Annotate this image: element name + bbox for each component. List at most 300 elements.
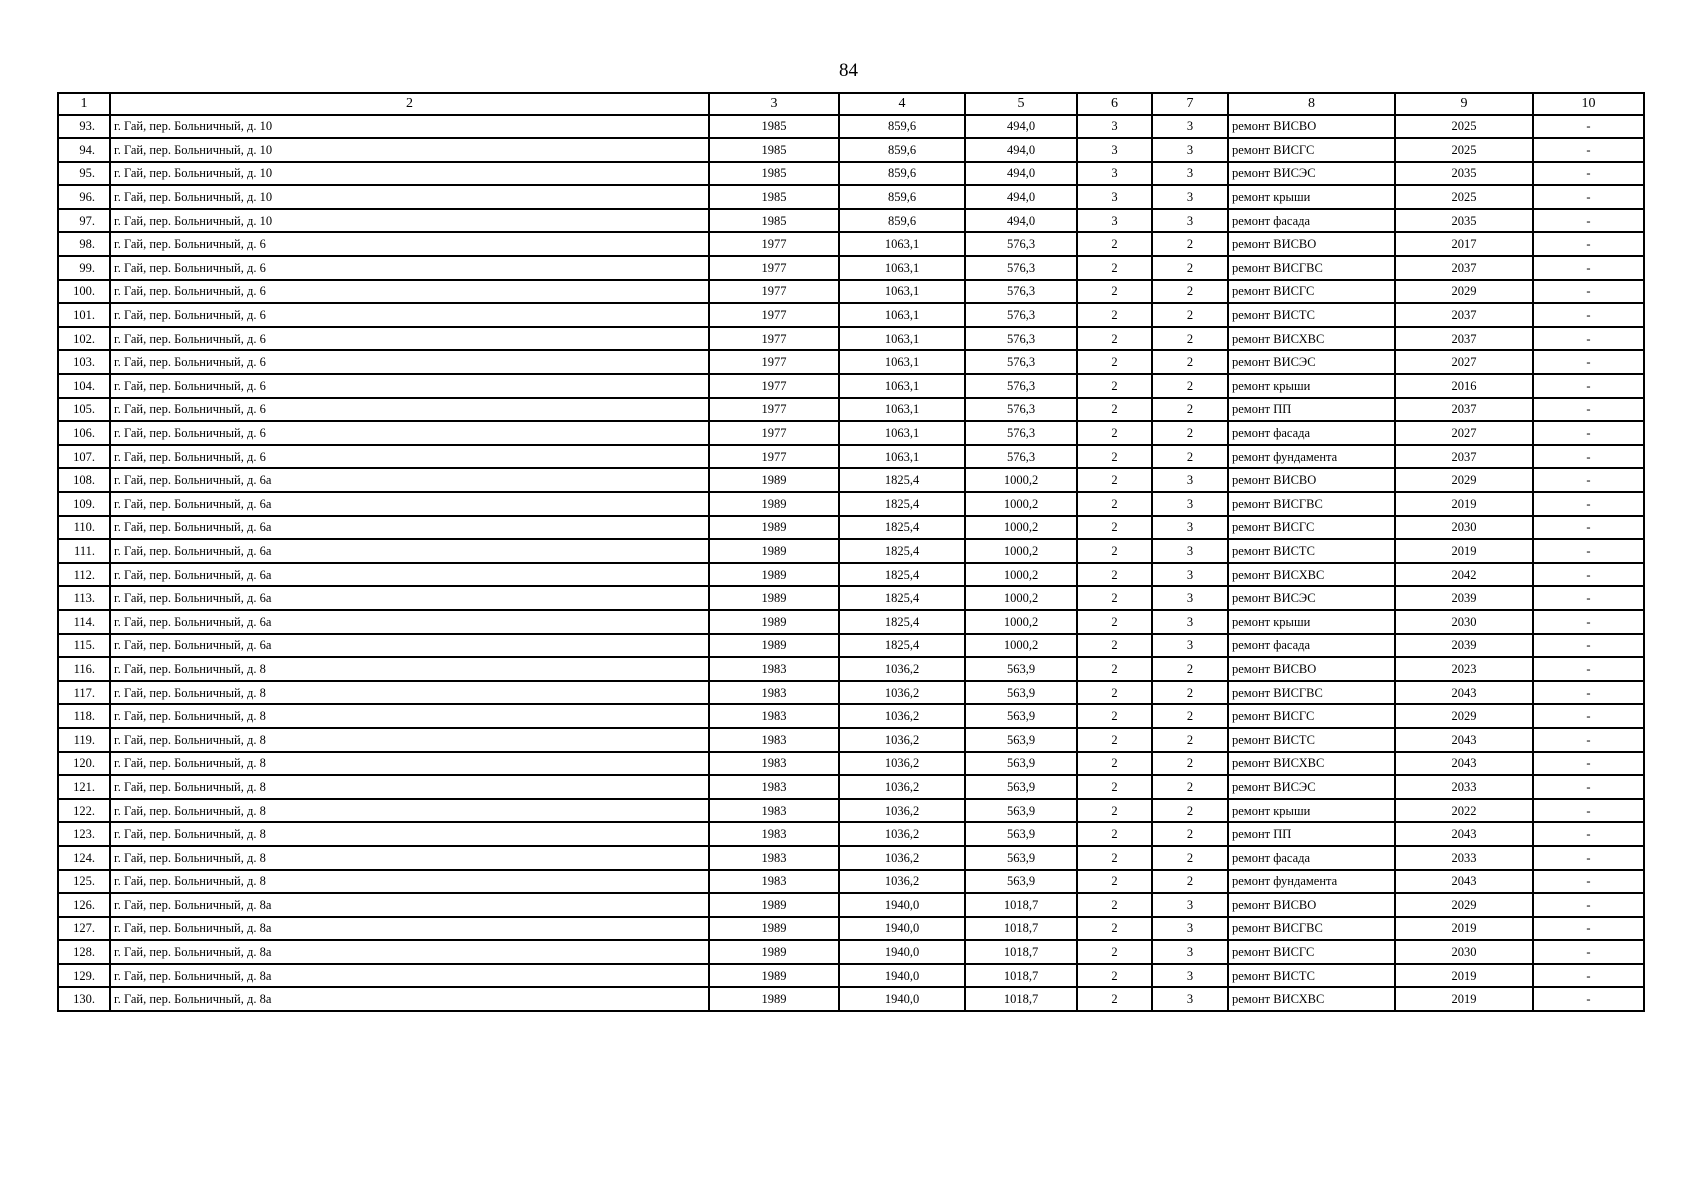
table-row bbox=[58, 610, 1644, 634]
address-cell: г. Гай, пер. Больничный, д. 10 bbox=[110, 209, 709, 233]
floors-cell: 2 bbox=[1077, 232, 1152, 256]
table-row bbox=[58, 256, 1644, 280]
note-cell: - bbox=[1533, 987, 1644, 1011]
year-cell: 1989 bbox=[709, 610, 839, 634]
floors-cell: 3 bbox=[1077, 138, 1152, 162]
year-cell: 1977 bbox=[709, 421, 839, 445]
year-cell: 1989 bbox=[709, 563, 839, 587]
year-cell: 1983 bbox=[709, 822, 839, 846]
address-cell: г. Гай, пер. Больничный, д. 8а bbox=[110, 940, 709, 964]
entrances-cell: 3 bbox=[1152, 185, 1228, 209]
living-area-cell: 494,0 bbox=[965, 115, 1077, 139]
note-cell: - bbox=[1533, 704, 1644, 728]
row-number-cell: 96. bbox=[58, 185, 110, 209]
planned-year-cell: 2030 bbox=[1395, 516, 1533, 540]
work-type-cell: ремонт ВИСГС bbox=[1228, 704, 1395, 728]
address-cell: г. Гай, пер. Больничный, д. 6а bbox=[110, 468, 709, 492]
planned-year-cell: 2039 bbox=[1395, 586, 1533, 610]
living-area-cell: 576,3 bbox=[965, 350, 1077, 374]
living-area-cell: 494,0 bbox=[965, 162, 1077, 186]
table-row bbox=[58, 162, 1644, 186]
note-cell: - bbox=[1533, 964, 1644, 988]
floors-cell: 2 bbox=[1077, 964, 1152, 988]
entrances-cell: 3 bbox=[1152, 586, 1228, 610]
floors-cell: 2 bbox=[1077, 563, 1152, 587]
column-header: 10 bbox=[1533, 93, 1644, 115]
living-area-cell: 563,9 bbox=[965, 775, 1077, 799]
planned-year-cell: 2016 bbox=[1395, 374, 1533, 398]
row-number-cell: 94. bbox=[58, 138, 110, 162]
column-header: 4 bbox=[839, 93, 965, 115]
entrances-cell: 2 bbox=[1152, 303, 1228, 327]
note-cell: - bbox=[1533, 870, 1644, 894]
living-area-cell: 563,9 bbox=[965, 681, 1077, 705]
floors-cell: 2 bbox=[1077, 940, 1152, 964]
table-row bbox=[58, 822, 1644, 846]
row-number-cell: 124. bbox=[58, 846, 110, 870]
row-number-cell: 119. bbox=[58, 728, 110, 752]
address-cell: г. Гай, пер. Больничный, д. 6 bbox=[110, 421, 709, 445]
year-cell: 1983 bbox=[709, 728, 839, 752]
living-area-cell: 1000,2 bbox=[965, 539, 1077, 563]
entrances-cell: 2 bbox=[1152, 822, 1228, 846]
address-cell: г. Гай, пер. Больничный, д. 8а bbox=[110, 964, 709, 988]
column-header: 9 bbox=[1395, 93, 1533, 115]
address-cell: г. Гай, пер. Больничный, д. 8 bbox=[110, 752, 709, 776]
row-number-cell: 102. bbox=[58, 327, 110, 351]
note-cell: - bbox=[1533, 327, 1644, 351]
table-row bbox=[58, 752, 1644, 776]
total-area-cell: 859,6 bbox=[839, 209, 965, 233]
work-type-cell: ремонт фундамента bbox=[1228, 870, 1395, 894]
floors-cell: 2 bbox=[1077, 468, 1152, 492]
year-cell: 1985 bbox=[709, 162, 839, 186]
row-number-cell: 128. bbox=[58, 940, 110, 964]
living-area-cell: 563,9 bbox=[965, 752, 1077, 776]
row-number-cell: 97. bbox=[58, 209, 110, 233]
table-row bbox=[58, 232, 1644, 256]
entrances-cell: 2 bbox=[1152, 728, 1228, 752]
planned-year-cell: 2030 bbox=[1395, 940, 1533, 964]
note-cell: - bbox=[1533, 846, 1644, 870]
row-number-cell: 104. bbox=[58, 374, 110, 398]
total-area-cell: 1940,0 bbox=[839, 893, 965, 917]
planned-year-cell: 2033 bbox=[1395, 775, 1533, 799]
table-row bbox=[58, 492, 1644, 516]
note-cell: - bbox=[1533, 634, 1644, 658]
total-area-cell: 1036,2 bbox=[839, 657, 965, 681]
total-area-cell: 1036,2 bbox=[839, 681, 965, 705]
work-type-cell: ремонт ВИСХВС bbox=[1228, 563, 1395, 587]
floors-cell: 2 bbox=[1077, 256, 1152, 280]
table-row bbox=[58, 846, 1644, 870]
address-cell: г. Гай, пер. Больничный, д. 6а bbox=[110, 516, 709, 540]
planned-year-cell: 2043 bbox=[1395, 870, 1533, 894]
living-area-cell: 1018,7 bbox=[965, 964, 1077, 988]
table-row bbox=[58, 209, 1644, 233]
note-cell: - bbox=[1533, 350, 1644, 374]
living-area-cell: 1000,2 bbox=[965, 516, 1077, 540]
work-type-cell: ремонт фасада bbox=[1228, 846, 1395, 870]
living-area-cell: 563,9 bbox=[965, 704, 1077, 728]
floors-cell: 3 bbox=[1077, 185, 1152, 209]
floors-cell: 2 bbox=[1077, 657, 1152, 681]
planned-year-cell: 2019 bbox=[1395, 917, 1533, 941]
floors-cell: 2 bbox=[1077, 421, 1152, 445]
floors-cell: 3 bbox=[1077, 115, 1152, 139]
address-cell: г. Гай, пер. Больничный, д. 8 bbox=[110, 846, 709, 870]
total-area-cell: 1940,0 bbox=[839, 917, 965, 941]
floors-cell: 2 bbox=[1077, 303, 1152, 327]
work-type-cell: ремонт ВИСХВС bbox=[1228, 327, 1395, 351]
address-cell: г. Гай, пер. Больничный, д. 8 bbox=[110, 704, 709, 728]
total-area-cell: 1063,1 bbox=[839, 327, 965, 351]
year-cell: 1977 bbox=[709, 327, 839, 351]
address-cell: г. Гай, пер. Больничный, д. 6 bbox=[110, 350, 709, 374]
living-area-cell: 1000,2 bbox=[965, 563, 1077, 587]
row-number-cell: 123. bbox=[58, 822, 110, 846]
row-number-cell: 100. bbox=[58, 280, 110, 304]
work-type-cell: ремонт ВИСВО bbox=[1228, 468, 1395, 492]
address-cell: г. Гай, пер. Больничный, д. 8а bbox=[110, 917, 709, 941]
column-header: 5 bbox=[965, 93, 1077, 115]
entrances-cell: 2 bbox=[1152, 350, 1228, 374]
planned-year-cell: 2019 bbox=[1395, 964, 1533, 988]
year-cell: 1977 bbox=[709, 256, 839, 280]
planned-year-cell: 2042 bbox=[1395, 563, 1533, 587]
table-row bbox=[58, 468, 1644, 492]
entrances-cell: 3 bbox=[1152, 209, 1228, 233]
note-cell: - bbox=[1533, 563, 1644, 587]
entrances-cell: 3 bbox=[1152, 138, 1228, 162]
living-area-cell: 576,3 bbox=[965, 280, 1077, 304]
year-cell: 1989 bbox=[709, 987, 839, 1011]
row-number-cell: 99. bbox=[58, 256, 110, 280]
entrances-cell: 2 bbox=[1152, 704, 1228, 728]
note-cell: - bbox=[1533, 539, 1644, 563]
row-number-cell: 98. bbox=[58, 232, 110, 256]
floors-cell: 2 bbox=[1077, 327, 1152, 351]
entrances-cell: 3 bbox=[1152, 162, 1228, 186]
table-row bbox=[58, 374, 1644, 398]
living-area-cell: 494,0 bbox=[965, 185, 1077, 209]
row-number-cell: 116. bbox=[58, 657, 110, 681]
floors-cell: 2 bbox=[1077, 728, 1152, 752]
address-cell: г. Гай, пер. Больничный, д. 8 bbox=[110, 799, 709, 823]
table-row bbox=[58, 917, 1644, 941]
row-number-cell: 106. bbox=[58, 421, 110, 445]
work-type-cell: ремонт фасада bbox=[1228, 634, 1395, 658]
note-cell: - bbox=[1533, 492, 1644, 516]
planned-year-cell: 2043 bbox=[1395, 681, 1533, 705]
table-row bbox=[58, 657, 1644, 681]
work-type-cell: ремонт ВИСГВС bbox=[1228, 917, 1395, 941]
total-area-cell: 1940,0 bbox=[839, 940, 965, 964]
planned-year-cell: 2039 bbox=[1395, 634, 1533, 658]
year-cell: 1977 bbox=[709, 445, 839, 469]
row-number-cell: 121. bbox=[58, 775, 110, 799]
total-area-cell: 1940,0 bbox=[839, 964, 965, 988]
table-row bbox=[58, 327, 1644, 351]
living-area-cell: 563,9 bbox=[965, 799, 1077, 823]
work-type-cell: ремонт ВИСГС bbox=[1228, 940, 1395, 964]
work-type-cell: ремонт ВИСЭС bbox=[1228, 586, 1395, 610]
work-type-cell: ремонт ВИСВО bbox=[1228, 657, 1395, 681]
total-area-cell: 1036,2 bbox=[839, 752, 965, 776]
table-row bbox=[58, 586, 1644, 610]
table-row bbox=[58, 799, 1644, 823]
table-row bbox=[58, 563, 1644, 587]
note-cell: - bbox=[1533, 657, 1644, 681]
note-cell: - bbox=[1533, 421, 1644, 445]
column-header: 1 bbox=[58, 93, 110, 115]
total-area-cell: 1036,2 bbox=[839, 870, 965, 894]
table-row bbox=[58, 704, 1644, 728]
planned-year-cell: 2030 bbox=[1395, 610, 1533, 634]
column-header: 6 bbox=[1077, 93, 1152, 115]
note-cell: - bbox=[1533, 610, 1644, 634]
living-area-cell: 563,9 bbox=[965, 728, 1077, 752]
living-area-cell: 494,0 bbox=[965, 209, 1077, 233]
total-area-cell: 1825,4 bbox=[839, 539, 965, 563]
planned-year-cell: 2019 bbox=[1395, 539, 1533, 563]
address-cell: г. Гай, пер. Больничный, д. 6а bbox=[110, 634, 709, 658]
entrances-cell: 3 bbox=[1152, 539, 1228, 563]
floors-cell: 2 bbox=[1077, 610, 1152, 634]
note-cell: - bbox=[1533, 940, 1644, 964]
planned-year-cell: 2043 bbox=[1395, 752, 1533, 776]
entrances-cell: 3 bbox=[1152, 610, 1228, 634]
note-cell: - bbox=[1533, 752, 1644, 776]
total-area-cell: 1036,2 bbox=[839, 822, 965, 846]
year-cell: 1977 bbox=[709, 303, 839, 327]
table-row bbox=[58, 681, 1644, 705]
total-area-cell: 859,6 bbox=[839, 162, 965, 186]
address-cell: г. Гай, пер. Больничный, д. 6 bbox=[110, 256, 709, 280]
address-cell: г. Гай, пер. Больничный, д. 6а bbox=[110, 610, 709, 634]
floors-cell: 2 bbox=[1077, 681, 1152, 705]
address-cell: г. Гай, пер. Больничный, д. 6а bbox=[110, 563, 709, 587]
address-cell: г. Гай, пер. Больничный, д. 8 bbox=[110, 657, 709, 681]
living-area-cell: 1018,7 bbox=[965, 940, 1077, 964]
floors-cell: 3 bbox=[1077, 209, 1152, 233]
row-number-cell: 118. bbox=[58, 704, 110, 728]
planned-year-cell: 2029 bbox=[1395, 704, 1533, 728]
work-type-cell: ремонт ВИСТС bbox=[1228, 728, 1395, 752]
note-cell: - bbox=[1533, 775, 1644, 799]
table-row bbox=[58, 303, 1644, 327]
work-type-cell: ремонт фасада bbox=[1228, 209, 1395, 233]
address-cell: г. Гай, пер. Больничный, д. 6а bbox=[110, 539, 709, 563]
table-row bbox=[58, 421, 1644, 445]
note-cell: - bbox=[1533, 586, 1644, 610]
row-number-cell: 101. bbox=[58, 303, 110, 327]
work-type-cell: ремонт крыши bbox=[1228, 799, 1395, 823]
note-cell: - bbox=[1533, 232, 1644, 256]
note-cell: - bbox=[1533, 185, 1644, 209]
floors-cell: 2 bbox=[1077, 846, 1152, 870]
entrances-cell: 3 bbox=[1152, 987, 1228, 1011]
table-row bbox=[58, 185, 1644, 209]
floors-cell: 2 bbox=[1077, 752, 1152, 776]
entrances-cell: 2 bbox=[1152, 846, 1228, 870]
planned-year-cell: 2017 bbox=[1395, 232, 1533, 256]
address-cell: г. Гай, пер. Больничный, д. 6а bbox=[110, 492, 709, 516]
note-cell: - bbox=[1533, 893, 1644, 917]
year-cell: 1977 bbox=[709, 350, 839, 374]
living-area-cell: 576,3 bbox=[965, 232, 1077, 256]
row-number-cell: 109. bbox=[58, 492, 110, 516]
entrances-cell: 2 bbox=[1152, 280, 1228, 304]
row-number-cell: 115. bbox=[58, 634, 110, 658]
living-area-cell: 563,9 bbox=[965, 846, 1077, 870]
total-area-cell: 1825,4 bbox=[839, 634, 965, 658]
row-number-cell: 117. bbox=[58, 681, 110, 705]
planned-year-cell: 2037 bbox=[1395, 445, 1533, 469]
year-cell: 1983 bbox=[709, 846, 839, 870]
address-cell: г. Гай, пер. Больничный, д. 8 bbox=[110, 728, 709, 752]
work-type-cell: ремонт крыши bbox=[1228, 610, 1395, 634]
planned-year-cell: 2029 bbox=[1395, 468, 1533, 492]
total-area-cell: 1063,1 bbox=[839, 303, 965, 327]
work-type-cell: ремонт ВИСЭС bbox=[1228, 775, 1395, 799]
work-type-cell: ремонт ВИСГС bbox=[1228, 516, 1395, 540]
note-cell: - bbox=[1533, 681, 1644, 705]
row-number-cell: 107. bbox=[58, 445, 110, 469]
entrances-cell: 2 bbox=[1152, 657, 1228, 681]
living-area-cell: 1000,2 bbox=[965, 634, 1077, 658]
note-cell: - bbox=[1533, 162, 1644, 186]
total-area-cell: 859,6 bbox=[839, 115, 965, 139]
total-area-cell: 1063,1 bbox=[839, 280, 965, 304]
year-cell: 1977 bbox=[709, 280, 839, 304]
year-cell: 1989 bbox=[709, 516, 839, 540]
note-cell: - bbox=[1533, 138, 1644, 162]
address-cell: г. Гай, пер. Больничный, д. 10 bbox=[110, 162, 709, 186]
page-number: 84 bbox=[839, 60, 858, 81]
total-area-cell: 1825,4 bbox=[839, 468, 965, 492]
row-number-cell: 120. bbox=[58, 752, 110, 776]
table-row bbox=[58, 893, 1644, 917]
year-cell: 1977 bbox=[709, 398, 839, 422]
total-area-cell: 859,6 bbox=[839, 185, 965, 209]
entrances-cell: 3 bbox=[1152, 634, 1228, 658]
total-area-cell: 1036,2 bbox=[839, 799, 965, 823]
total-area-cell: 1825,4 bbox=[839, 492, 965, 516]
table-row bbox=[58, 964, 1644, 988]
living-area-cell: 563,9 bbox=[965, 870, 1077, 894]
entrances-cell: 2 bbox=[1152, 752, 1228, 776]
year-cell: 1989 bbox=[709, 964, 839, 988]
work-type-cell: ремонт ВИСГВС bbox=[1228, 256, 1395, 280]
work-type-cell: ремонт ВИСТС bbox=[1228, 539, 1395, 563]
table-header-row bbox=[58, 93, 1644, 115]
planned-year-cell: 2027 bbox=[1395, 350, 1533, 374]
row-number-cell: 130. bbox=[58, 987, 110, 1011]
living-area-cell: 1000,2 bbox=[965, 586, 1077, 610]
entrances-cell: 3 bbox=[1152, 563, 1228, 587]
living-area-cell: 576,3 bbox=[965, 256, 1077, 280]
row-number-cell: 103. bbox=[58, 350, 110, 374]
row-number-cell: 111. bbox=[58, 539, 110, 563]
total-area-cell: 1825,4 bbox=[839, 563, 965, 587]
entrances-cell: 3 bbox=[1152, 468, 1228, 492]
year-cell: 1977 bbox=[709, 232, 839, 256]
row-number-cell: 127. bbox=[58, 917, 110, 941]
address-cell: г. Гай, пер. Больничный, д. 6 bbox=[110, 445, 709, 469]
living-area-cell: 1018,7 bbox=[965, 893, 1077, 917]
address-cell: г. Гай, пер. Больничный, д. 6а bbox=[110, 586, 709, 610]
entrances-cell: 3 bbox=[1152, 516, 1228, 540]
floors-cell: 2 bbox=[1077, 350, 1152, 374]
entrances-cell: 2 bbox=[1152, 421, 1228, 445]
planned-year-cell: 2025 bbox=[1395, 138, 1533, 162]
row-number-cell: 93. bbox=[58, 115, 110, 139]
year-cell: 1977 bbox=[709, 374, 839, 398]
entrances-cell: 2 bbox=[1152, 256, 1228, 280]
work-type-cell: ремонт ПП bbox=[1228, 822, 1395, 846]
address-cell: г. Гай, пер. Больничный, д. 8а bbox=[110, 987, 709, 1011]
total-area-cell: 1063,1 bbox=[839, 398, 965, 422]
entrances-cell: 3 bbox=[1152, 917, 1228, 941]
total-area-cell: 1063,1 bbox=[839, 445, 965, 469]
living-area-cell: 1018,7 bbox=[965, 917, 1077, 941]
table-row bbox=[58, 634, 1644, 658]
total-area-cell: 1825,4 bbox=[839, 516, 965, 540]
address-cell: г. Гай, пер. Больничный, д. 8 bbox=[110, 822, 709, 846]
work-type-cell: ремонт крыши bbox=[1228, 185, 1395, 209]
note-cell: - bbox=[1533, 280, 1644, 304]
floors-cell: 2 bbox=[1077, 539, 1152, 563]
living-area-cell: 494,0 bbox=[965, 138, 1077, 162]
entrances-cell: 3 bbox=[1152, 940, 1228, 964]
year-cell: 1985 bbox=[709, 209, 839, 233]
floors-cell: 2 bbox=[1077, 917, 1152, 941]
total-area-cell: 1036,2 bbox=[839, 775, 965, 799]
total-area-cell: 859,6 bbox=[839, 138, 965, 162]
note-cell: - bbox=[1533, 115, 1644, 139]
address-cell: г. Гай, пер. Больничный, д. 10 bbox=[110, 185, 709, 209]
year-cell: 1985 bbox=[709, 185, 839, 209]
table-row bbox=[58, 987, 1644, 1011]
table-row bbox=[58, 539, 1644, 563]
year-cell: 1989 bbox=[709, 940, 839, 964]
year-cell: 1985 bbox=[709, 138, 839, 162]
planned-year-cell: 2035 bbox=[1395, 209, 1533, 233]
planned-year-cell: 2023 bbox=[1395, 657, 1533, 681]
address-cell: г. Гай, пер. Больничный, д. 8 bbox=[110, 775, 709, 799]
work-type-cell: ремонт ВИСЭС bbox=[1228, 162, 1395, 186]
table-row bbox=[58, 115, 1644, 139]
planned-year-cell: 2043 bbox=[1395, 728, 1533, 752]
planned-year-cell: 2037 bbox=[1395, 256, 1533, 280]
note-cell: - bbox=[1533, 516, 1644, 540]
entrances-cell: 3 bbox=[1152, 893, 1228, 917]
work-type-cell: ремонт крыши bbox=[1228, 374, 1395, 398]
year-cell: 1983 bbox=[709, 799, 839, 823]
floors-cell: 2 bbox=[1077, 492, 1152, 516]
work-type-cell: ремонт фундамента bbox=[1228, 445, 1395, 469]
planned-year-cell: 2037 bbox=[1395, 398, 1533, 422]
planned-year-cell: 2035 bbox=[1395, 162, 1533, 186]
row-number-cell: 105. bbox=[58, 398, 110, 422]
table-row bbox=[58, 775, 1644, 799]
planned-year-cell: 2043 bbox=[1395, 822, 1533, 846]
table-row bbox=[58, 138, 1644, 162]
year-cell: 1989 bbox=[709, 586, 839, 610]
floors-cell: 2 bbox=[1077, 374, 1152, 398]
work-type-cell: ремонт ВИСГС bbox=[1228, 280, 1395, 304]
